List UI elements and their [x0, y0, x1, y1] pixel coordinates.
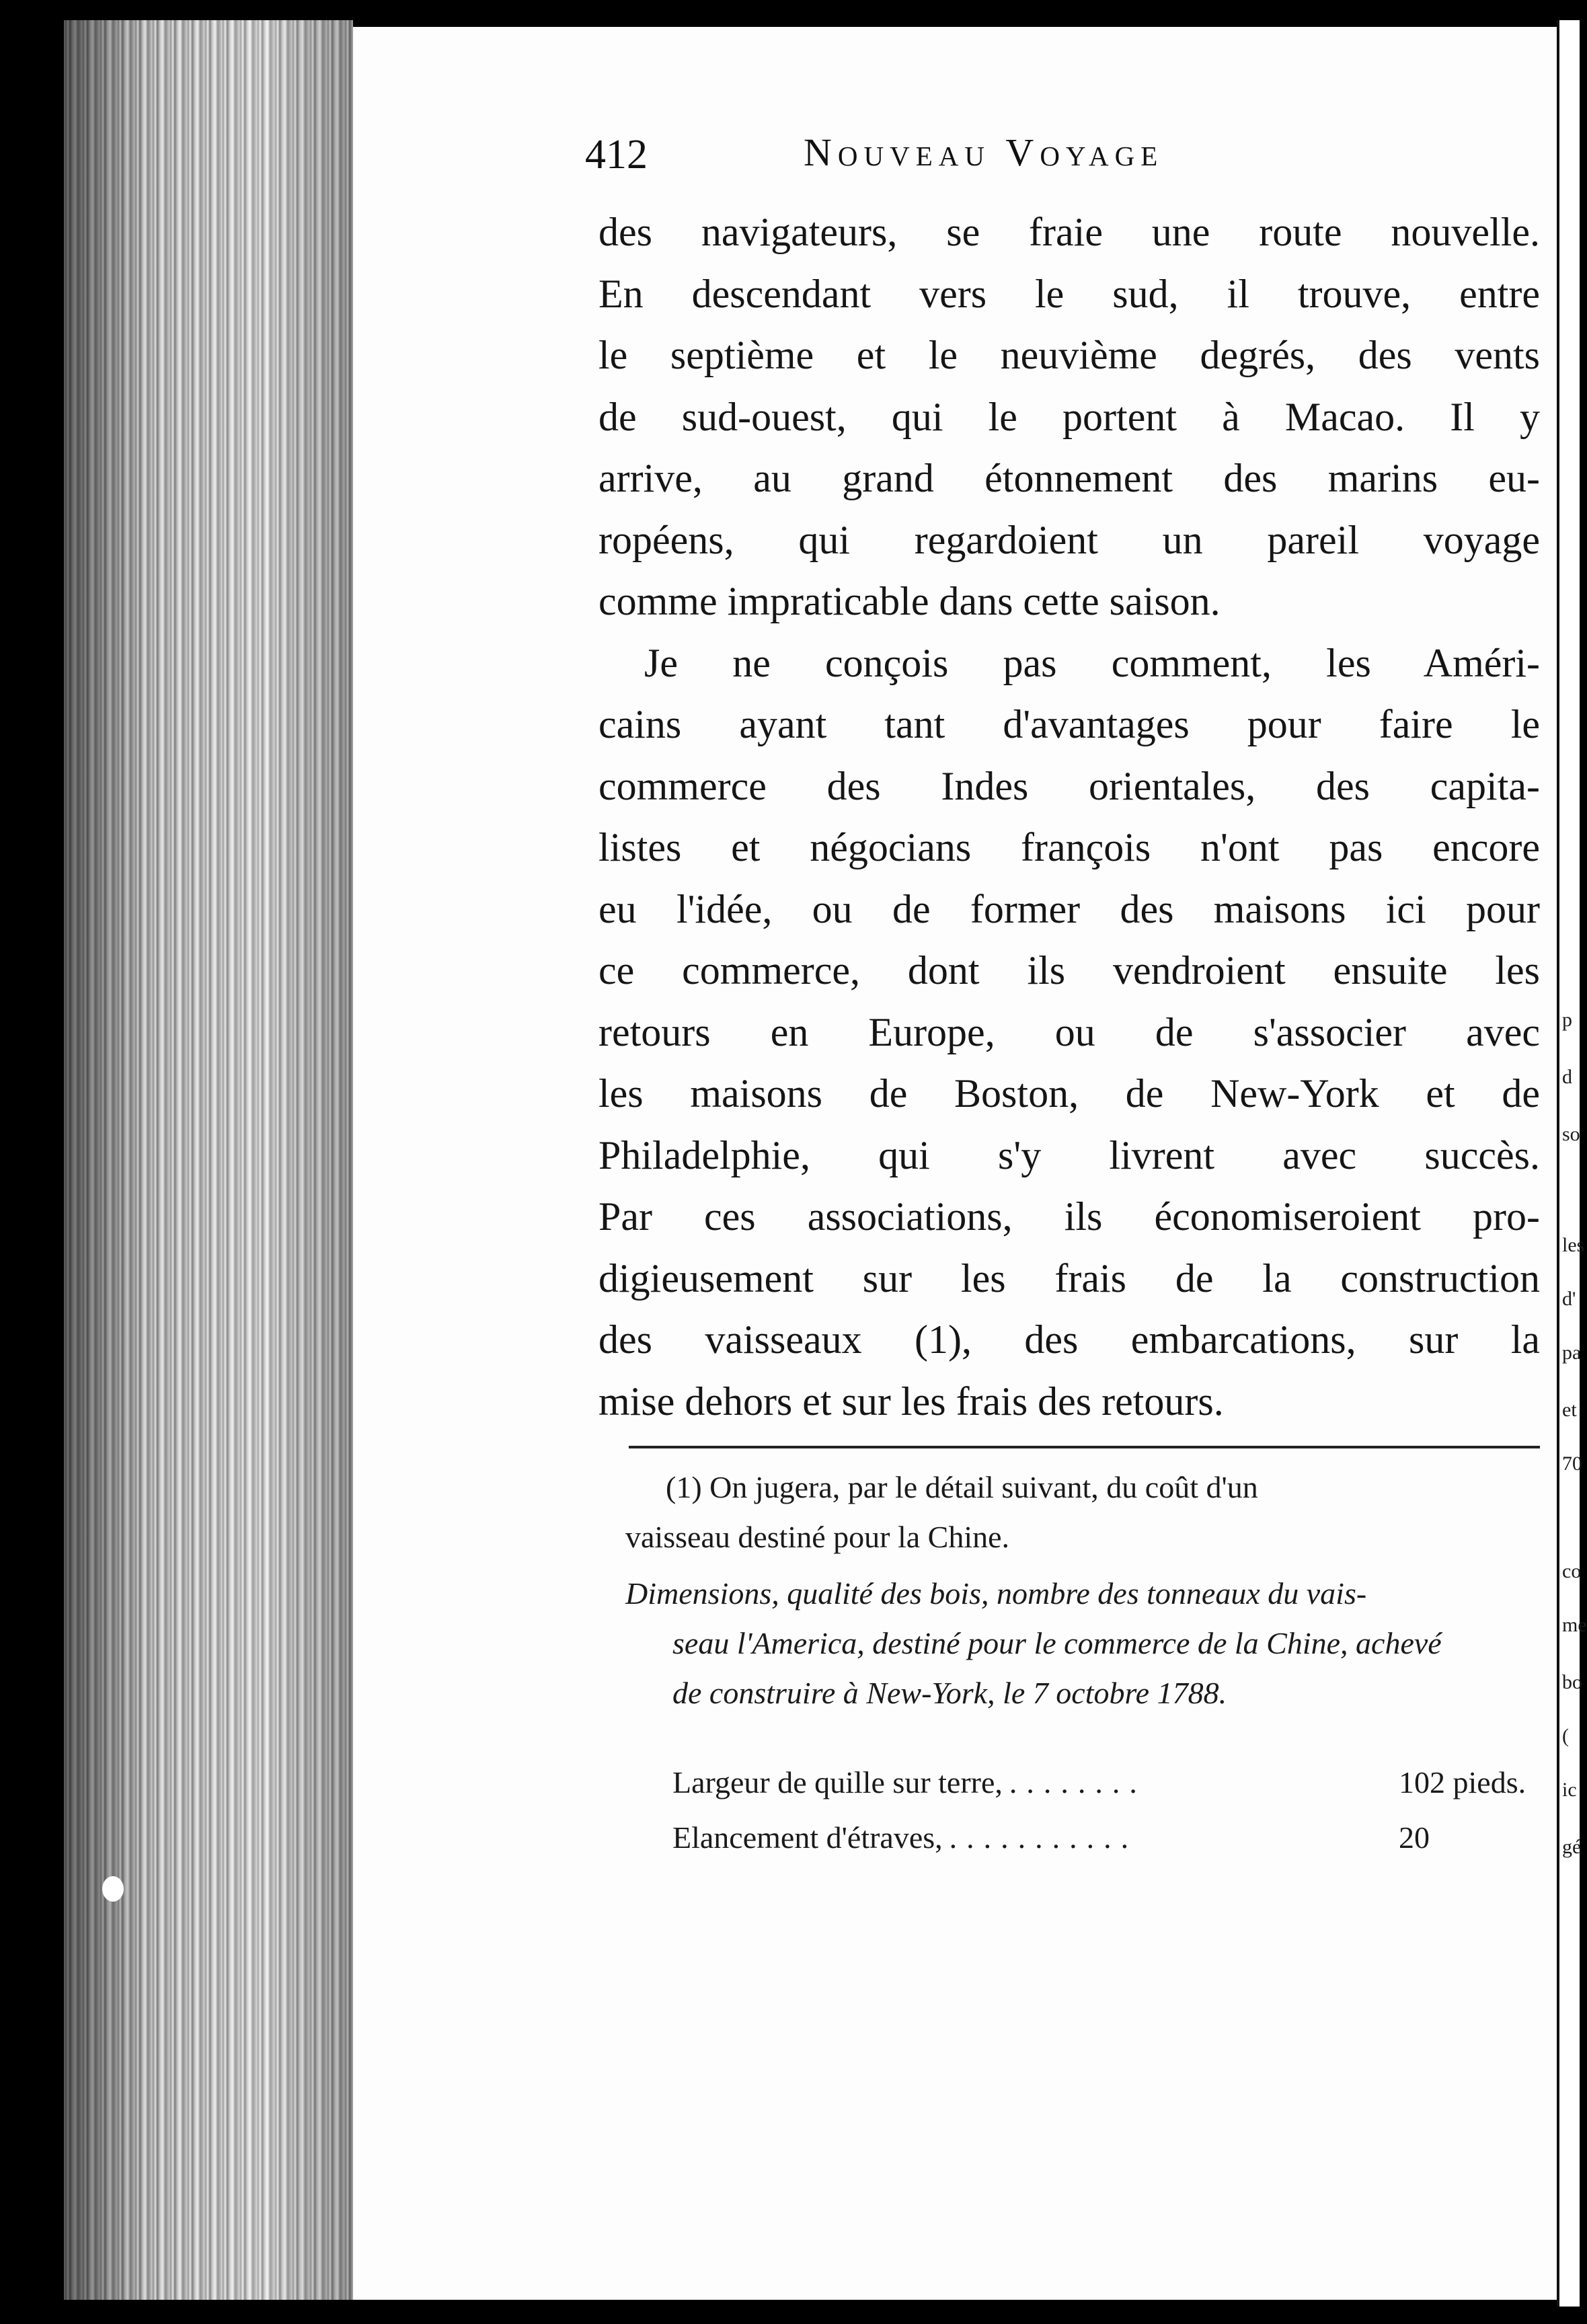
facing-fragment: 70 — [1562, 1452, 1582, 1475]
footnote — [625, 1463, 1540, 1718]
dimension-leader: ........ — [1009, 1765, 1147, 1799]
facing-page-edge — [1557, 20, 1587, 2307]
facing-fragment: so — [1562, 1123, 1580, 1145]
facing-fragment: et — [1562, 1399, 1577, 1421]
facing-fragment: ( — [1562, 1725, 1569, 1747]
facing-fragment: bo — [1562, 1671, 1582, 1693]
text-line: En descendant vers le sud, il trouve, entre — [598, 271, 1540, 316]
scan-speck — [102, 1876, 124, 1902]
text-line: ce commerce, dont ils vendroient ensuite les — [598, 948, 1540, 993]
dimension-row — [672, 1810, 1540, 1865]
running-head: Nouveau Voyage — [804, 130, 1164, 174]
footnote-line: (1) On jugera, par le détail suivant, du coût d'un — [666, 1470, 1258, 1504]
dimension-label: Elancement d'étraves, — [672, 1820, 943, 1855]
text-line: de sud-ouest, qui le portent à Macao. Il y — [598, 394, 1540, 439]
book-fore-edge — [64, 20, 353, 2300]
text-line: comme impraticable dans cette saison. — [598, 579, 1221, 623]
text-line: les maisons de Boston, de New-York et de — [598, 1071, 1540, 1116]
facing-fragment: les — [1562, 1234, 1585, 1256]
page-number: 412 — [585, 132, 648, 178]
facing-fragment: co — [1562, 1560, 1582, 1582]
dimension-leader: ........... — [949, 1820, 1138, 1855]
facing-fragment: me — [1562, 1614, 1587, 1636]
dimension-label: Largeur de quille sur terre, — [672, 1765, 1003, 1799]
dimension-value: 102 pieds. — [1399, 1765, 1526, 1799]
text-line: arrive, au grand étonnement des marins eu- — [598, 456, 1540, 500]
text-line: commerce des Indes orientales, des capita- — [598, 763, 1540, 808]
footnote-italic-line: Dimensions, qualité des bois, nombre des tonneaux du vais- — [625, 1576, 1367, 1611]
text-line: retours en Europe, ou de s'associer avec — [598, 1009, 1540, 1054]
footnote-italic-line: de construire à New-York, le 7 octobre 1788. — [672, 1676, 1227, 1710]
text-line: ropéens, qui regardoient un pareil voyage — [598, 517, 1540, 562]
text-line: Je ne conçois pas comment, les Améri- — [644, 640, 1540, 685]
text-line: des navigateurs, se fraie une route nouvelle. — [598, 210, 1540, 254]
text-line: digieusement sur les frais de la construction — [598, 1255, 1540, 1301]
facing-fragment: pa — [1562, 1342, 1582, 1364]
text-line: des vaisseaux (1), des embarcations, sur la — [598, 1317, 1540, 1362]
dimensions-list — [672, 1755, 1540, 1865]
facing-fragment: gé — [1562, 1836, 1582, 1858]
dimension-value: 20 — [1399, 1820, 1430, 1855]
facing-fragment: p — [1562, 1009, 1572, 1031]
facing-fragment: ic — [1562, 1779, 1577, 1801]
footnote-rule — [629, 1446, 1540, 1448]
facing-fragment: d' — [1562, 1288, 1576, 1310]
text-line: listes et négocians françois n'ont pas encore — [598, 825, 1540, 869]
footnote-italic-line: seau l'America, destiné pour le commerce de la Chine, achevé — [672, 1626, 1442, 1660]
text-line: eu l'idée, ou de former des maisons ici pour — [598, 886, 1540, 931]
page-header — [585, 124, 1331, 192]
text-line: mise dehors et sur les frais des retours. — [598, 1379, 1224, 1424]
text-line: Par ces associations, ils économiseroient pro- — [598, 1194, 1540, 1239]
dimension-row — [672, 1755, 1540, 1810]
text-line: cains ayant tant d'avantages pour faire le — [598, 702, 1540, 746]
facing-fragment: d — [1562, 1066, 1572, 1088]
text-line: Philadelphie, qui s'y livrent avec succès. — [598, 1132, 1540, 1177]
text-line: le septième et le neuvième degrés, des vents — [598, 333, 1540, 377]
body-text — [598, 202, 1540, 1432]
footnote-line: vaisseau destiné pour la Chine. — [625, 1520, 1010, 1554]
